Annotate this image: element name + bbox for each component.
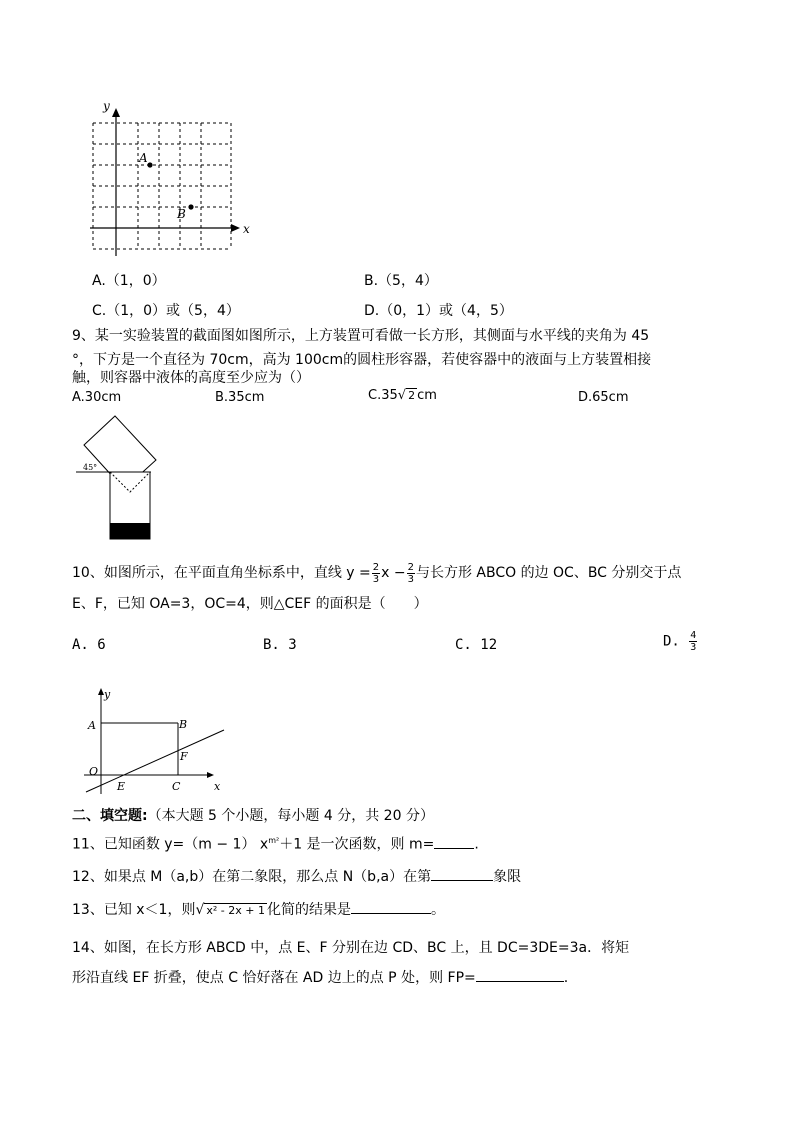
q10-option-d-num: 4 [690,630,697,641]
q13-end: 。 [431,902,445,918]
q10-fig-x-label: x [214,780,221,793]
q8-option-d: D.（0，1）或（4，5） [364,303,513,319]
q10-text-line2: E、F，已知 OA=3，OC=4，则△CEF 的面积是（ ） [72,596,428,612]
q10-text-prefix: 10、如图所示，在平面直角坐标系中，直线 y = [72,565,371,581]
q13-suffix: 化简的结果是 [267,902,351,918]
q12-answer-blank[interactable] [431,866,493,881]
q9-option-c-radicand: 2 [408,389,416,402]
q8-y-label: y [103,99,110,113]
q13-prefix: 13、已知 x＜1，则 [72,902,196,918]
q9-option-c-radical: √ [397,388,407,403]
q10-frac2-den: 3 [407,573,414,585]
q10-fig-o-label: O [89,765,99,778]
q10-text-suffix: 与长方形 ABCO 的边 OC、BC 分别交于点 [415,565,682,581]
q11-suffix: ＋1 是一次函数，则 m= [279,836,435,853]
q9-option-c [368,388,437,403]
q10-option-d-label: D. [663,633,680,650]
q8-x-label: x [243,222,250,236]
q11-end: . [474,836,479,853]
q11-answer-blank[interactable] [434,834,474,849]
q12-suffix: 象限 [493,869,522,885]
q10-fig-c-label: C [172,780,181,793]
q8-point-b-label: B [177,207,186,221]
q9-option-b: B.35cm [215,390,265,405]
q10-frac2 [407,562,415,585]
q9-text-line3: 触，则容器中液体的高度至少应为（） [72,370,310,386]
q10-fig-y-label: y [104,688,111,701]
q8-point-a-label: A [139,151,148,165]
q12-line [72,865,732,889]
q9-text-line1: 9、某一实验装置的截面图如图所示，上方装置可看做一长方形，其侧面与水平线的夹角为 45 [72,328,650,344]
q14-line1: 14、如图，在长方形 ABCD 中，点 E、F 分别在边 CD、BC 上，且 DC=3DE=3a．将矩 [72,940,630,956]
q13-answer-blank[interactable] [351,899,431,914]
q14-answer-blank[interactable] [476,967,564,982]
q11-exponent: m² [268,836,280,845]
q8-grid-figure [85,96,255,261]
q13-radicand: x² - 2x + 1 [206,904,265,917]
q8-option-c: C.（1，0）或（5，4） [92,303,240,319]
q8-option-a: A.（1，0） [92,273,166,289]
q10-fig-b-label: B [179,718,188,731]
q13-radical: √ [195,902,205,918]
q9-apparatus-figure [76,414,166,544]
q14-line2-prefix: 形沿直线 EF 折叠，使点 C 恰好落在 AD 边上的点 P 处，则 FP= [72,970,476,986]
q10-frac1-num: 2 [372,561,380,573]
q10-option-b: B. 3 [263,637,297,653]
q12-prefix: 12、如果点 M（a,b）在第二象限，那么点 N（b,a）在第 [72,869,432,885]
q10-frac2-num: 2 [407,561,414,573]
section2-heading-line [72,804,732,828]
q10-option-c: C. 12 [455,637,498,653]
q10-option-d-den: 3 [690,642,697,653]
q11-prefix: 11、已知函数 y=（m − 1） x [72,836,269,853]
q9-option-c-unit: cm [417,388,437,403]
q10-fig-e-label: E [117,780,126,793]
q9-option-d: D.65cm [578,390,629,405]
q13-line [72,898,732,922]
q10-frac1-den: 3 [372,573,380,585]
q10-fig-a-label: A [88,719,96,732]
q9-text-line2: °，下方是一个直径为 70cm，高为 100cm的圆柱形容器，若使容器中的液面与上方装置相接 [72,352,652,368]
q10-text-line1 [72,558,732,588]
q10-coordinate-figure [84,684,234,802]
q9-option-c-prefix: C.35 [368,388,398,403]
q9-angle-label: 45° [83,463,98,472]
q10-fig-f-label: F [180,750,188,763]
q14-line2-end: . [563,970,569,986]
q11-line [72,829,732,857]
q10-option-d-frac [689,630,697,653]
q10-frac1 [372,562,380,585]
q10-option-d [663,630,698,653]
section2-heading: 二、填空题: [72,808,148,824]
q10-text-mid: x − [381,565,406,581]
q8-option-b: B.（5，4） [364,273,438,289]
q10-option-a: A. 6 [72,637,106,653]
q14-line2 [72,966,732,990]
section2-note: （本大题 5 个小题，每小题 4 分，共 20 分） [147,808,434,824]
q9-option-a: A.30cm [72,390,122,405]
